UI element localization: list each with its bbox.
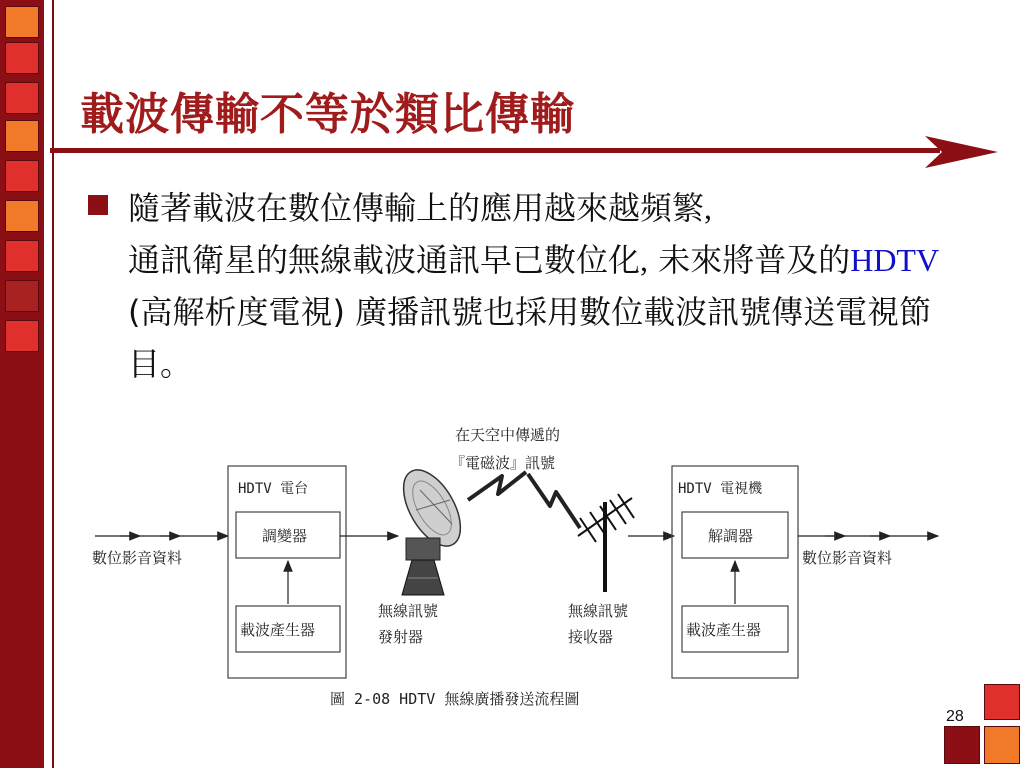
receiver-label-2: 接收器 xyxy=(568,628,614,646)
output-label: 數位影音資料 xyxy=(802,549,893,567)
decor-square xyxy=(5,120,39,152)
sky-label-1: 在天空中傳遞的 xyxy=(455,426,561,444)
transmitter-label-1: 無線訊號 xyxy=(378,602,439,620)
satellite-dish-icon xyxy=(392,461,472,595)
decor-square xyxy=(5,240,39,272)
antenna-icon xyxy=(578,494,634,592)
decor-square xyxy=(5,82,39,114)
demodulator-label: 解調器 xyxy=(708,527,754,545)
bullet-comma-2: , xyxy=(640,242,649,278)
transmitter-label-2: 發射器 xyxy=(378,628,424,646)
bullet-text-2: 通訊衛星的無線載波通訊早已數位化 xyxy=(128,241,641,279)
hdtv-highlight: HDTV xyxy=(850,242,940,278)
corner-square xyxy=(944,726,980,764)
decor-square xyxy=(5,160,39,192)
carrier-gen-left-label: 載波產生器 xyxy=(240,621,316,639)
decor-square xyxy=(5,42,39,74)
bullet-text-4: (高解析度電視) 廣播訊號也採用數位載波訊號傳送電視節目。 xyxy=(128,293,932,383)
hdtv-diagram xyxy=(80,420,960,710)
lightning-signal-right xyxy=(528,474,580,528)
decor-square xyxy=(5,320,39,352)
corner-square xyxy=(984,684,1020,720)
sky-label-2: 『電磁波』訊號 xyxy=(450,454,556,472)
receiver-label-1: 無線訊號 xyxy=(568,602,629,620)
bullet-text xyxy=(128,182,968,390)
bullet-square-icon xyxy=(88,195,108,215)
bullet-text-1: 隨著載波在數位傳輸上的應用越來越頻繁 xyxy=(128,189,705,227)
corner-square xyxy=(984,726,1020,764)
sidebar-rule xyxy=(52,0,54,768)
bullet-text-3: 未來將普及的 xyxy=(648,241,851,279)
slide-title: 載波傳輸不等於類比傳輸 xyxy=(80,89,575,140)
station-title: HDTV 電台 xyxy=(238,481,309,497)
decor-square xyxy=(5,6,39,38)
input-label: 數位影音資料 xyxy=(92,549,183,567)
left-sidebar xyxy=(0,0,44,768)
decor-square xyxy=(5,280,39,312)
bullet-comma-1: , xyxy=(704,190,713,226)
page-number: 28 xyxy=(946,708,964,725)
tv-title: HDTV 電視機 xyxy=(678,481,763,497)
carrier-gen-right-label: 載波產生器 xyxy=(686,621,762,639)
decor-square xyxy=(5,200,39,232)
title-underline xyxy=(50,148,940,153)
lightning-signal-left xyxy=(468,472,526,500)
diagram-caption: 圖 2-08 HDTV 無線廣播發送流程圖 xyxy=(330,690,580,708)
title-arrow xyxy=(50,132,1000,172)
modulator-label: 調變器 xyxy=(262,527,308,545)
